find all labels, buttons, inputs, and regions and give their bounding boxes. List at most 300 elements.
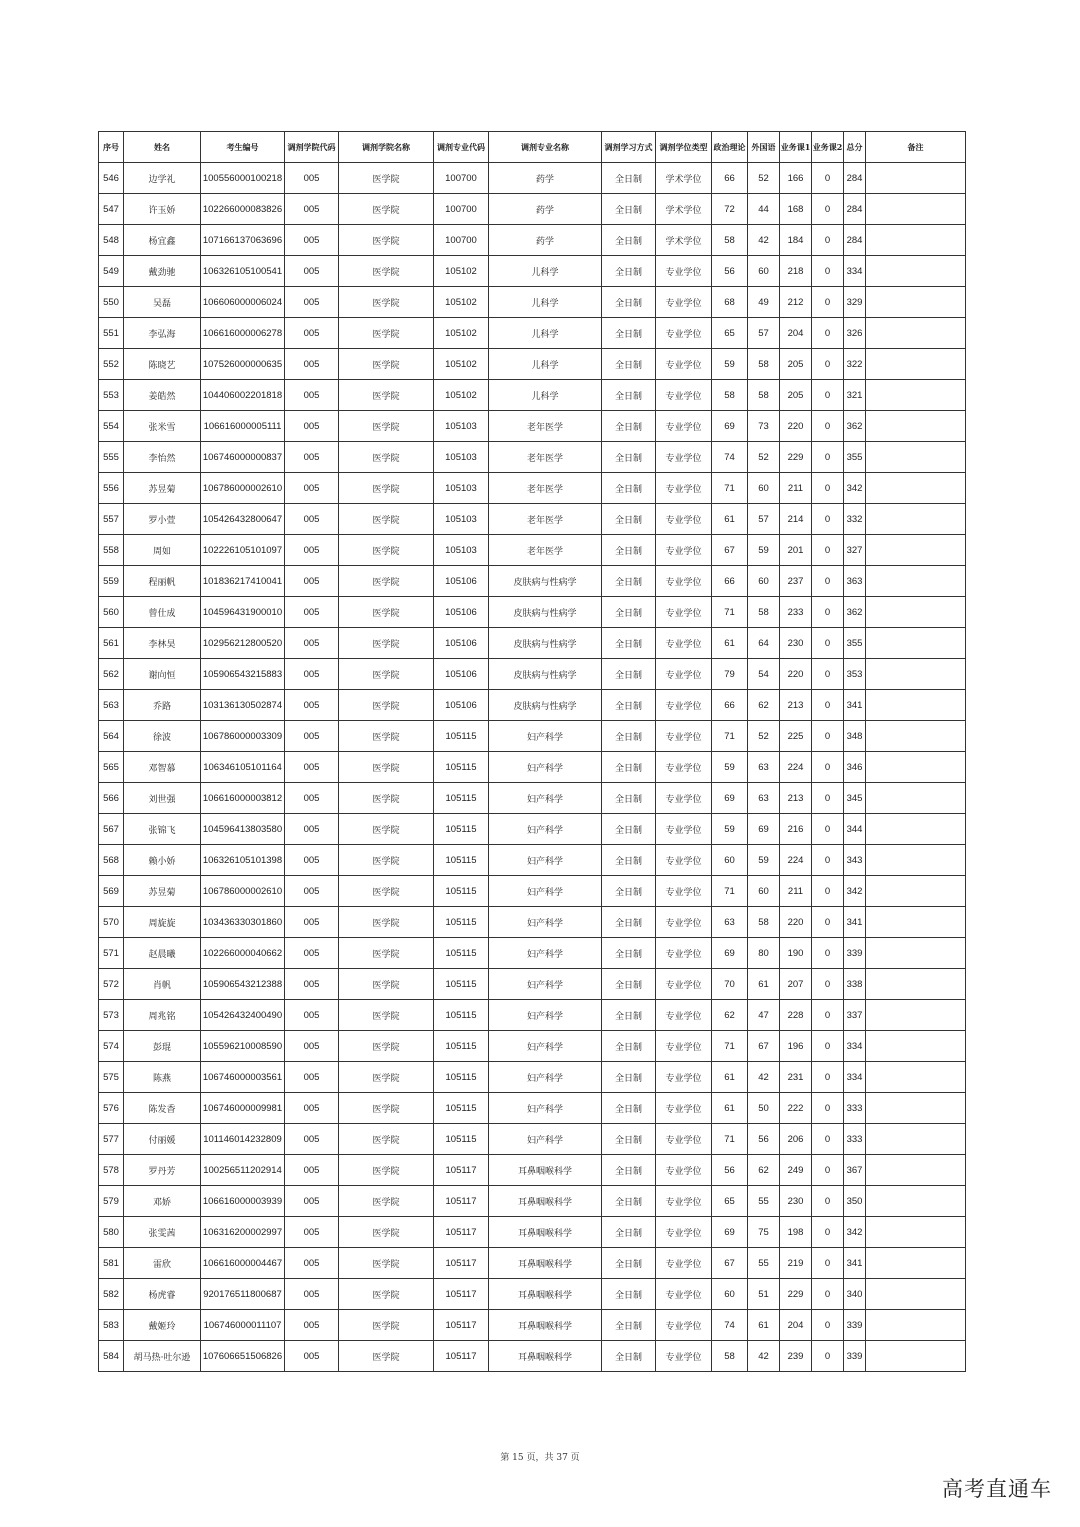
table-cell: 0 (812, 256, 844, 287)
table-cell: 耳鼻咽喉科学 (489, 1341, 602, 1372)
table-cell: 专业学位 (656, 1186, 712, 1217)
table-cell: 妇产科学 (489, 907, 602, 938)
table-cell: 肖帆 (124, 969, 201, 1000)
table-cell: 0 (812, 628, 844, 659)
table-cell: 341 (844, 907, 866, 938)
table-body (99, 163, 966, 1372)
table-cell: 005 (285, 1310, 339, 1341)
table-cell: 574 (99, 1031, 124, 1062)
table-cell: 005 (285, 256, 339, 287)
table-cell: 105106 (434, 597, 489, 628)
table-cell: 0 (812, 1248, 844, 1279)
table-cell: 100556000100218 (201, 163, 285, 194)
table-cell: 52 (748, 442, 780, 473)
table-cell: 0 (812, 535, 844, 566)
table-cell: 0 (812, 473, 844, 504)
table-cell: 100700 (434, 225, 489, 256)
table-cell: 医学院 (339, 628, 434, 659)
table-cell (866, 473, 966, 504)
table-cell: 100256511202914 (201, 1155, 285, 1186)
table-cell: 573 (99, 1000, 124, 1031)
table-cell: 医学院 (339, 690, 434, 721)
table-row (99, 1217, 966, 1248)
table-cell: 58 (712, 225, 748, 256)
table-row (99, 1062, 966, 1093)
table-cell (866, 1341, 966, 1372)
table-cell: 妇产科学 (489, 721, 602, 752)
table-cell: 205 (780, 380, 812, 411)
table-cell: 42 (748, 1341, 780, 1372)
table-row (99, 194, 966, 225)
table-cell: 100700 (434, 194, 489, 225)
col-header: 姓名 (124, 132, 201, 163)
col-header: 政治理论 (712, 132, 748, 163)
table-cell: 106606000006024 (201, 287, 285, 318)
table-cell: 570 (99, 907, 124, 938)
table-cell: 59 (748, 535, 780, 566)
table-cell (866, 969, 966, 1000)
table-cell: 69 (712, 411, 748, 442)
table-cell: 0 (812, 1000, 844, 1031)
table-cell (866, 628, 966, 659)
table-cell: 341 (844, 1248, 866, 1279)
col-header: 业务课2 (812, 132, 844, 163)
col-header: 调剂学院代码 (285, 132, 339, 163)
table-cell: 57 (748, 504, 780, 535)
table-cell: 168 (780, 194, 812, 225)
table-cell: 全日制 (602, 1000, 656, 1031)
table-cell: 0 (812, 1341, 844, 1372)
table-cell: 106326105100541 (201, 256, 285, 287)
table-cell: 全日制 (602, 876, 656, 907)
table-cell: 0 (812, 1062, 844, 1093)
table-cell: 雷欣 (124, 1248, 201, 1279)
table-cell: 专业学位 (656, 256, 712, 287)
table-cell: 0 (812, 721, 844, 752)
table-cell: 胡马热·吐尔逊 (124, 1341, 201, 1372)
table-cell: 005 (285, 690, 339, 721)
table-cell: 106616000006278 (201, 318, 285, 349)
table-cell: 332 (844, 504, 866, 535)
table-cell: 医学院 (339, 1031, 434, 1062)
table-cell: 106786000002610 (201, 876, 285, 907)
table-cell: 62 (748, 690, 780, 721)
table-cell: 005 (285, 1186, 339, 1217)
table-cell: 老年医学 (489, 535, 602, 566)
col-header: 调剂学习方式 (602, 132, 656, 163)
table-cell: 56 (712, 1155, 748, 1186)
table-cell: 医学院 (339, 814, 434, 845)
table-cell: 65 (712, 318, 748, 349)
table-cell: 284 (844, 163, 866, 194)
table-cell: 551 (99, 318, 124, 349)
table-cell: 576 (99, 1093, 124, 1124)
table-cell: 166 (780, 163, 812, 194)
table-cell: 71 (712, 1031, 748, 1062)
table-row (99, 411, 966, 442)
table-cell: 专业学位 (656, 1248, 712, 1279)
table-cell: 105102 (434, 256, 489, 287)
table-cell: 106326105101398 (201, 845, 285, 876)
table-cell: 105102 (434, 287, 489, 318)
table-cell: 邓智慕 (124, 752, 201, 783)
table-cell: 张锦飞 (124, 814, 201, 845)
table-cell: 106746000011107 (201, 1310, 285, 1341)
table-cell: 549 (99, 256, 124, 287)
table-cell: 105115 (434, 1031, 489, 1062)
table-cell: 61 (712, 504, 748, 535)
table-cell: 42 (748, 225, 780, 256)
table-cell: 106346105101164 (201, 752, 285, 783)
table-cell: 105115 (434, 1093, 489, 1124)
table-cell: 妇产科学 (489, 752, 602, 783)
table-cell: 207 (780, 969, 812, 1000)
table-cell: 107526000000635 (201, 349, 285, 380)
table-cell: 专业学位 (656, 628, 712, 659)
table-cell: 321 (844, 380, 866, 411)
table-cell: 58 (748, 380, 780, 411)
table-cell: 204 (780, 1310, 812, 1341)
table-cell: 559 (99, 566, 124, 597)
table-cell: 224 (780, 845, 812, 876)
table-cell: 213 (780, 690, 812, 721)
table-cell: 医学院 (339, 1248, 434, 1279)
table-cell: 医学院 (339, 318, 434, 349)
table-row (99, 1186, 966, 1217)
table-cell (866, 938, 966, 969)
table-cell: 医学院 (339, 721, 434, 752)
table-cell: 80 (748, 938, 780, 969)
table-cell: 213 (780, 783, 812, 814)
table-cell: 005 (285, 535, 339, 566)
table-cell: 105115 (434, 938, 489, 969)
table-cell: 005 (285, 287, 339, 318)
table-cell: 药学 (489, 163, 602, 194)
table-cell: 专业学位 (656, 1217, 712, 1248)
table-cell: 医学院 (339, 504, 434, 535)
table-cell: 337 (844, 1000, 866, 1031)
col-header: 业务课1 (780, 132, 812, 163)
table-cell: 医学院 (339, 1341, 434, 1372)
table-cell: 全日制 (602, 225, 656, 256)
table-cell: 皮肤病与性病学 (489, 628, 602, 659)
table-cell: 49 (748, 287, 780, 318)
table-cell: 0 (812, 442, 844, 473)
table-cell: 105103 (434, 411, 489, 442)
table-cell: 565 (99, 752, 124, 783)
table-row (99, 659, 966, 690)
table-cell (866, 1093, 966, 1124)
table-cell: 239 (780, 1341, 812, 1372)
table-cell (866, 1217, 966, 1248)
table-cell: 医学院 (339, 225, 434, 256)
table-cell: 547 (99, 194, 124, 225)
table-cell: 005 (285, 318, 339, 349)
table-cell: 105103 (434, 442, 489, 473)
table-cell: 105102 (434, 349, 489, 380)
table-cell: 李林昊 (124, 628, 201, 659)
table-cell: 47 (748, 1000, 780, 1031)
table-cell: 104596413803580 (201, 814, 285, 845)
table-cell: 575 (99, 1062, 124, 1093)
table-cell: 耳鼻咽喉科学 (489, 1248, 602, 1279)
table-cell: 全日制 (602, 1093, 656, 1124)
table-cell: 338 (844, 969, 866, 1000)
table-cell: 105115 (434, 1124, 489, 1155)
table-cell: 专业学位 (656, 1000, 712, 1031)
table-cell: 105117 (434, 1217, 489, 1248)
table-cell: 药学 (489, 194, 602, 225)
table-cell: 医学院 (339, 473, 434, 504)
table-cell: 334 (844, 1031, 866, 1062)
table-cell: 0 (812, 504, 844, 535)
table-cell: 005 (285, 1124, 339, 1155)
table-cell: 61 (712, 1093, 748, 1124)
table-cell: 61 (712, 1062, 748, 1093)
table-cell: 68 (712, 287, 748, 318)
table-cell (866, 318, 966, 349)
table-cell (866, 411, 966, 442)
table-cell: 医学院 (339, 287, 434, 318)
table-cell: 耳鼻咽喉科学 (489, 1217, 602, 1248)
table-cell: 198 (780, 1217, 812, 1248)
table-cell: 妇产科学 (489, 783, 602, 814)
table-cell: 专业学位 (656, 690, 712, 721)
table-cell: 222 (780, 1093, 812, 1124)
table-cell: 全日制 (602, 597, 656, 628)
table-cell: 专业学位 (656, 907, 712, 938)
table-cell (866, 1279, 966, 1310)
table-cell: 56 (712, 256, 748, 287)
table-cell: 005 (285, 1217, 339, 1248)
table-cell: 105115 (434, 845, 489, 876)
table-cell: 妇产科学 (489, 1000, 602, 1031)
table-cell: 妇产科学 (489, 938, 602, 969)
table-cell: 103436330301860 (201, 907, 285, 938)
table-cell: 专业学位 (656, 876, 712, 907)
table-cell: 102226105101097 (201, 535, 285, 566)
table-cell: 548 (99, 225, 124, 256)
table-cell: 全日制 (602, 473, 656, 504)
table-cell (866, 442, 966, 473)
table-cell: 儿科学 (489, 349, 602, 380)
table-cell: 苏昱菊 (124, 473, 201, 504)
table-cell: 581 (99, 1248, 124, 1279)
table-cell: 0 (812, 163, 844, 194)
table-cell: 71 (712, 1124, 748, 1155)
table-cell: 220 (780, 907, 812, 938)
table-cell: 51 (748, 1279, 780, 1310)
table-cell: 耳鼻咽喉科学 (489, 1186, 602, 1217)
table-cell: 李怡然 (124, 442, 201, 473)
table-cell: 付丽媛 (124, 1124, 201, 1155)
table-cell: 342 (844, 876, 866, 907)
table-cell: 医学院 (339, 1093, 434, 1124)
table-cell (866, 845, 966, 876)
table-cell: 0 (812, 814, 844, 845)
table-cell: 妇产科学 (489, 1124, 602, 1155)
table-cell: 0 (812, 566, 844, 597)
table-cell: 106616000003939 (201, 1186, 285, 1217)
table-cell: 李弘海 (124, 318, 201, 349)
table-cell: 医学院 (339, 442, 434, 473)
table-cell: 005 (285, 566, 339, 597)
table-cell: 284 (844, 225, 866, 256)
table-row (99, 969, 966, 1000)
table-cell: 0 (812, 597, 844, 628)
table-cell: 邓娇 (124, 1186, 201, 1217)
table-cell: 342 (844, 473, 866, 504)
table-cell: 医学院 (339, 194, 434, 225)
table-cell: 周如 (124, 535, 201, 566)
table-cell: 106746000009981 (201, 1093, 285, 1124)
table-cell: 75 (748, 1217, 780, 1248)
table-cell: 专业学位 (656, 1279, 712, 1310)
table-cell: 44 (748, 194, 780, 225)
table-cell: 567 (99, 814, 124, 845)
table-cell: 儿科学 (489, 318, 602, 349)
table-cell: 546 (99, 163, 124, 194)
table-cell: 59 (712, 814, 748, 845)
table-row (99, 1310, 966, 1341)
table-cell: 204 (780, 318, 812, 349)
table-cell: 52 (748, 721, 780, 752)
table-cell: 医学院 (339, 969, 434, 1000)
table-cell (866, 721, 966, 752)
table-cell: 陈发香 (124, 1093, 201, 1124)
table-cell: 医学院 (339, 1000, 434, 1031)
table-cell: 专业学位 (656, 442, 712, 473)
table-cell: 105106 (434, 690, 489, 721)
table-row (99, 1093, 966, 1124)
table-cell: 全日制 (602, 287, 656, 318)
table-cell: 105115 (434, 752, 489, 783)
table-cell: 专业学位 (656, 783, 712, 814)
table-cell: 220 (780, 659, 812, 690)
page-number: 第 15 页，共 37 页 (500, 1453, 580, 1463)
table-cell: 徐波 (124, 721, 201, 752)
table-cell: 全日制 (602, 318, 656, 349)
table-cell: 专业学位 (656, 721, 712, 752)
table-cell: 563 (99, 690, 124, 721)
table-cell: 全日制 (602, 845, 656, 876)
table-cell: 全日制 (602, 1279, 656, 1310)
table-cell: 553 (99, 380, 124, 411)
table-cell: 105115 (434, 876, 489, 907)
table-cell: 72 (712, 194, 748, 225)
table-row (99, 287, 966, 318)
table-cell: 0 (812, 225, 844, 256)
table-cell: 专业学位 (656, 1093, 712, 1124)
table-cell: 0 (812, 1310, 844, 1341)
table-cell: 212 (780, 287, 812, 318)
table-cell: 105106 (434, 566, 489, 597)
table-cell: 005 (285, 597, 339, 628)
table-cell: 249 (780, 1155, 812, 1186)
table-cell: 225 (780, 721, 812, 752)
table-cell: 74 (712, 442, 748, 473)
table-cell: 66 (712, 690, 748, 721)
table-cell: 005 (285, 876, 339, 907)
table-cell: 106786000003309 (201, 721, 285, 752)
table-cell: 全日制 (602, 1248, 656, 1279)
table-cell: 全日制 (602, 907, 656, 938)
table-cell: 557 (99, 504, 124, 535)
table-cell: 全日制 (602, 969, 656, 1000)
table-cell: 005 (285, 783, 339, 814)
table-cell: 005 (285, 1341, 339, 1372)
table-cell: 学术学位 (656, 194, 712, 225)
table-cell: 339 (844, 938, 866, 969)
table-cell: 334 (844, 256, 866, 287)
table-cell (866, 690, 966, 721)
table-cell: 572 (99, 969, 124, 1000)
table-cell: 赵晨曦 (124, 938, 201, 969)
col-header: 备注 (866, 132, 966, 163)
table-cell: 程丽帆 (124, 566, 201, 597)
table-cell: 71 (712, 597, 748, 628)
table-cell: 580 (99, 1217, 124, 1248)
table-cell: 005 (285, 1000, 339, 1031)
table-cell: 554 (99, 411, 124, 442)
table-cell: 211 (780, 473, 812, 504)
table-cell: 229 (780, 442, 812, 473)
table-cell: 张雯茜 (124, 1217, 201, 1248)
table-cell: 59 (712, 752, 748, 783)
table-cell: 0 (812, 938, 844, 969)
table-cell (866, 256, 966, 287)
table-cell: 73 (748, 411, 780, 442)
table-cell: 79 (712, 659, 748, 690)
table-row (99, 380, 966, 411)
table-cell: 105906543215883 (201, 659, 285, 690)
table-row (99, 163, 966, 194)
table-cell: 362 (844, 597, 866, 628)
table-cell: 105115 (434, 969, 489, 1000)
table-cell: 106316200002997 (201, 1217, 285, 1248)
table-cell (866, 1124, 966, 1155)
table-cell: 69 (748, 814, 780, 845)
table-cell: 342 (844, 1217, 866, 1248)
table-cell: 106616000004467 (201, 1248, 285, 1279)
table-cell: 罗丹芳 (124, 1155, 201, 1186)
table-cell: 专业学位 (656, 659, 712, 690)
table-cell: 全日制 (602, 628, 656, 659)
table-cell: 妇产科学 (489, 876, 602, 907)
table-cell: 专业学位 (656, 1124, 712, 1155)
table-cell: 555 (99, 442, 124, 473)
table-cell: 刘世强 (124, 783, 201, 814)
table-cell: 全日制 (602, 1124, 656, 1155)
table-cell: 348 (844, 721, 866, 752)
table-cell (866, 1248, 966, 1279)
table-cell: 367 (844, 1155, 866, 1186)
table-cell: 230 (780, 1186, 812, 1217)
table-cell: 0 (812, 1093, 844, 1124)
table-cell: 005 (285, 845, 339, 876)
table-row (99, 504, 966, 535)
table-cell: 216 (780, 814, 812, 845)
table-cell: 105102 (434, 318, 489, 349)
table-cell: 儿科学 (489, 287, 602, 318)
table-cell: 周旋旋 (124, 907, 201, 938)
table-cell: 医学院 (339, 163, 434, 194)
col-header: 调剂专业代码 (434, 132, 489, 163)
table-cell: 220 (780, 411, 812, 442)
table-cell: 70 (712, 969, 748, 1000)
table-cell: 106786000002610 (201, 473, 285, 504)
table-cell: 专业学位 (656, 1155, 712, 1186)
